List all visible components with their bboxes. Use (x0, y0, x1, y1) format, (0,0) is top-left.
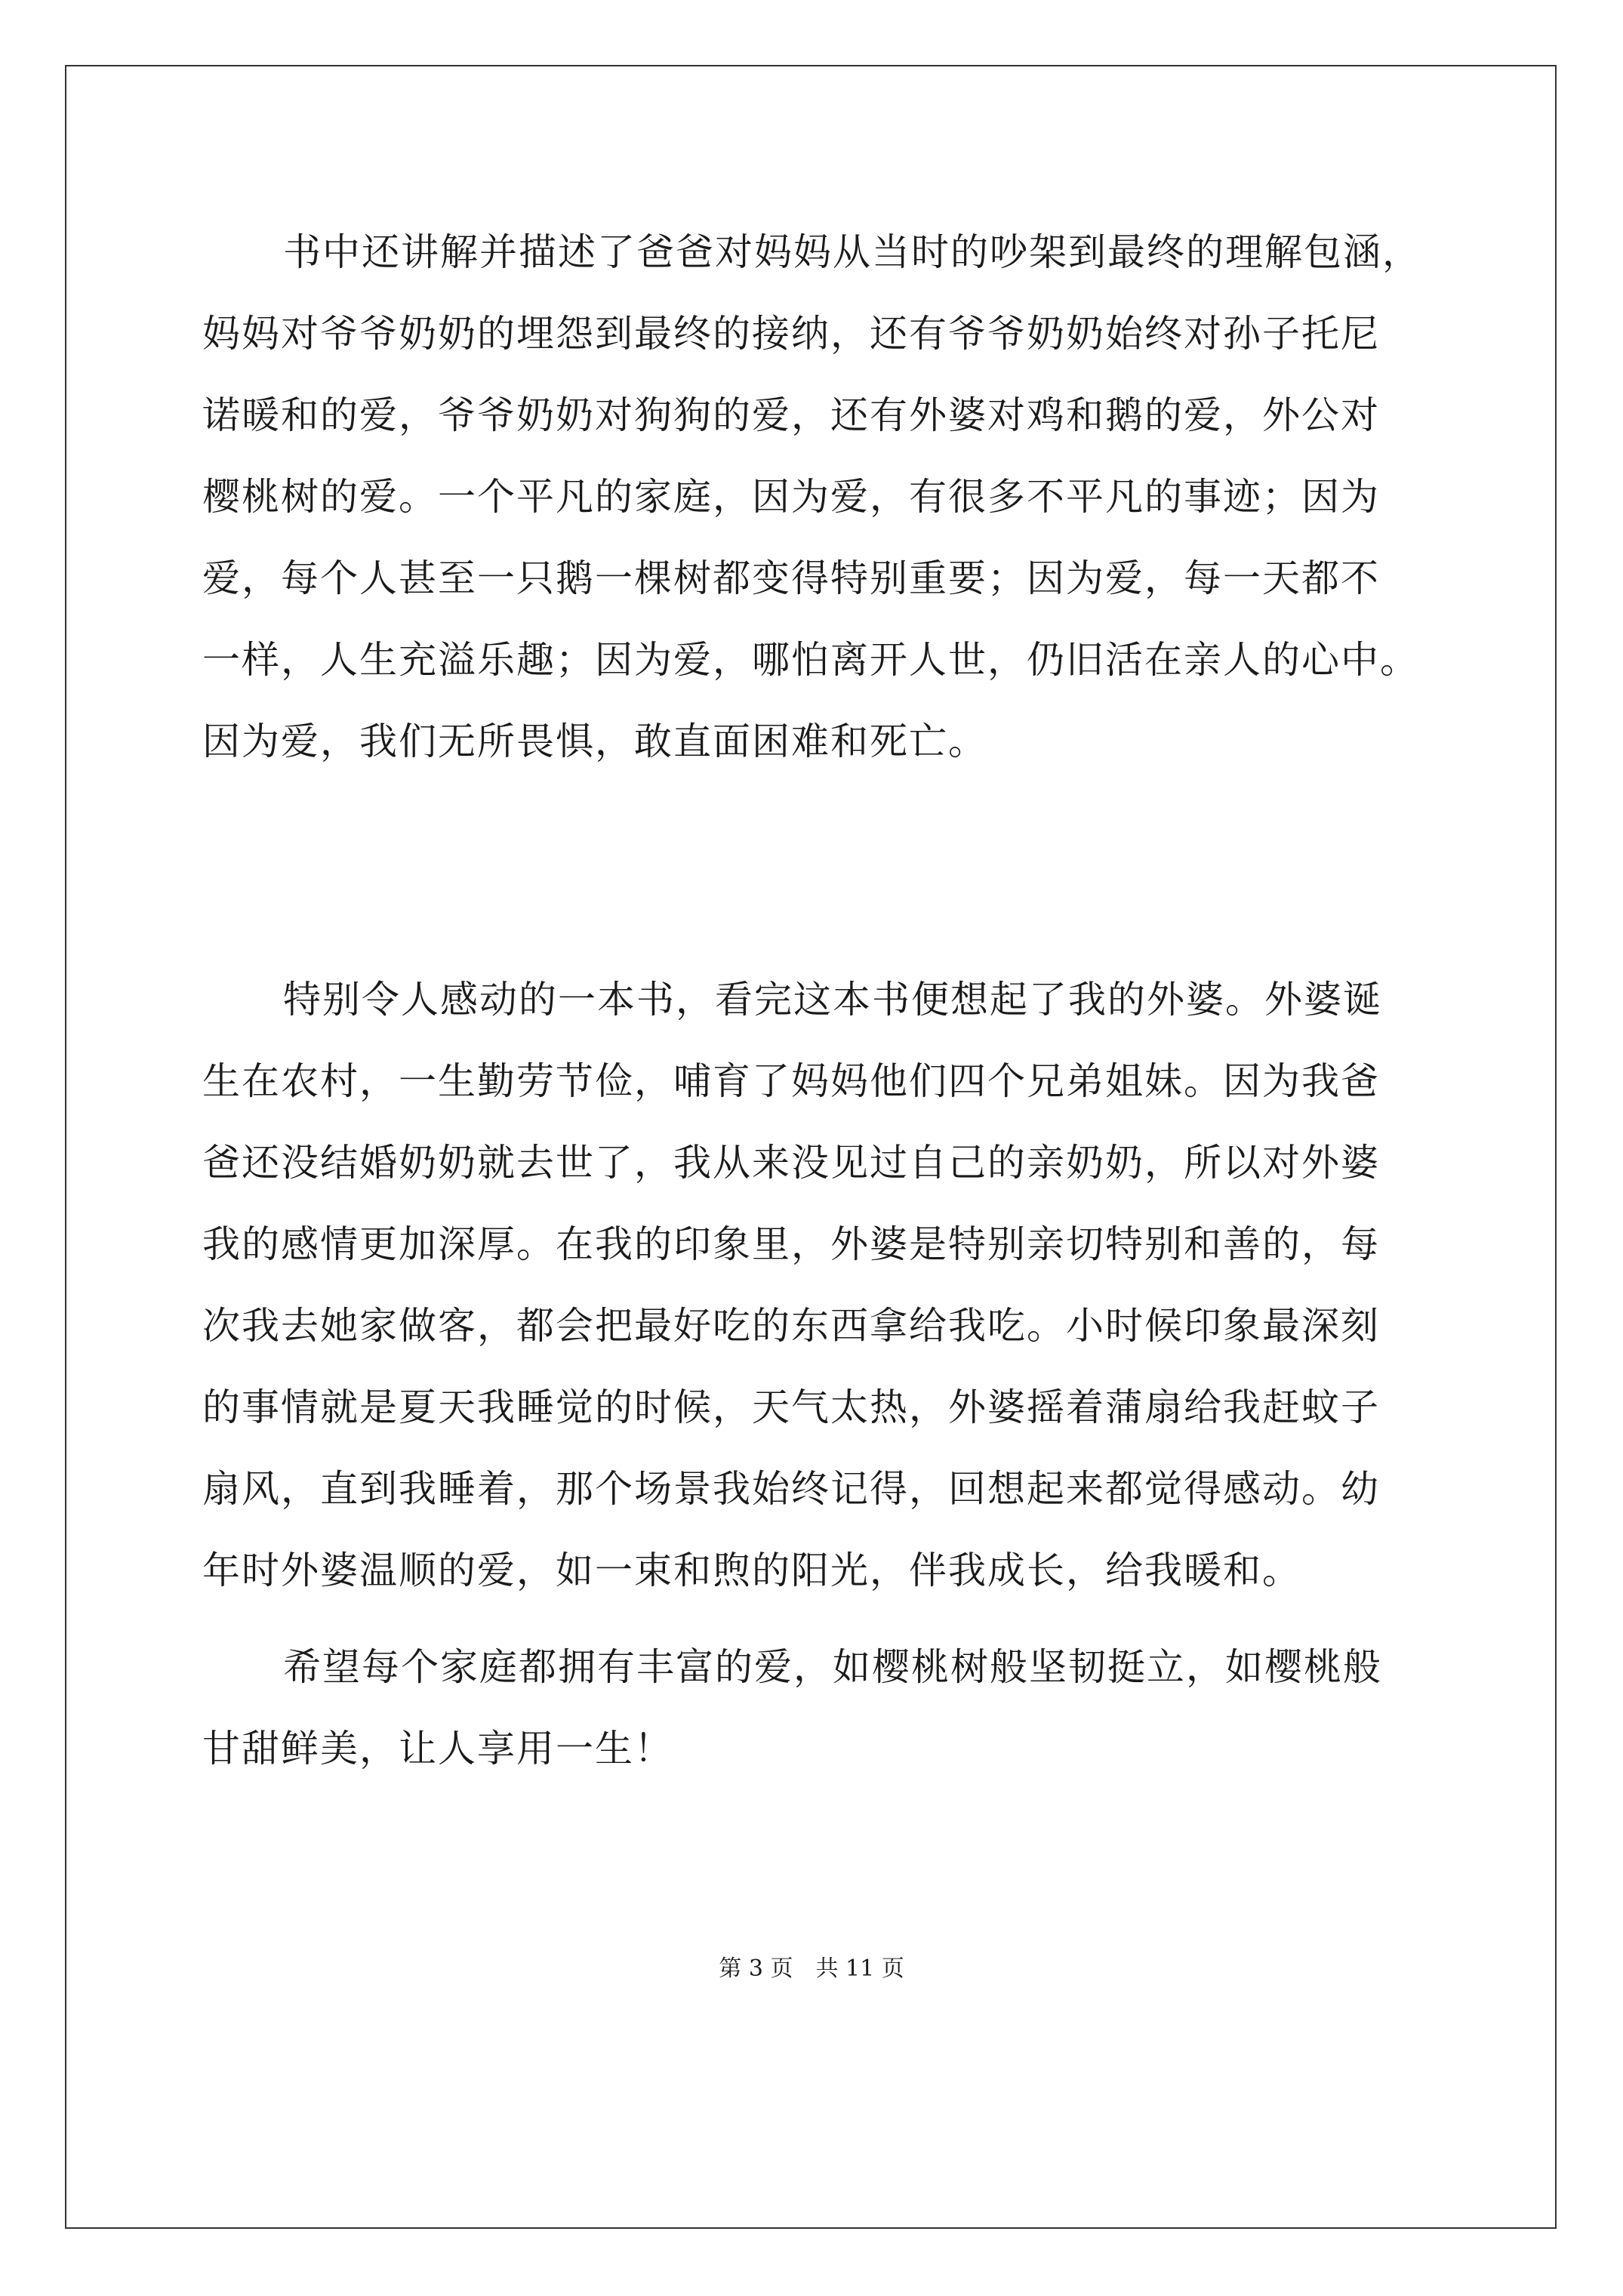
text-line: 年时外婆温顺的爱，如一束和煦的阳光，伴我成长，给我暖和。 (202, 1549, 1301, 1592)
text-line: 因为爱，我们无所畏惧，敢直面困难和死亡。 (202, 720, 987, 763)
text-line: 扇风，直到我睡着，那个场景我始终记得，回想起来都觉得感动。幼 (202, 1467, 1380, 1511)
text-line: 一样，人生充溢乐趣；因为爱，哪怕离开人世，仍旧活在亲人的心中。 (202, 638, 1419, 682)
text-line: 生在农村，一生勤劳节俭，哺育了妈妈他们四个兄弟姐妹。因为我爸 (202, 1059, 1380, 1103)
text-line: 爸还没结婚奶奶就去世了，我从来没见过自己的亲奶奶，所以对外婆 (202, 1141, 1380, 1185)
text-line: 诺暖和的爱，爷爷奶奶对狗狗的爱，还有外婆对鸡和鹅的爱，外公对 (202, 393, 1380, 437)
text-line: 甘甜鲜美，让人享用一生！ (202, 1727, 673, 1771)
text-line: 樱桃树的爱。一个平凡的家庭，因为爱，有很多不平凡的事迹；因为 (202, 475, 1380, 519)
text-line: 书中还讲解并描述了爸爸对妈妈从当时的吵架到最终的理解包涵， (283, 230, 1421, 274)
text-line: 爱，每个人甚至一只鹅一棵树都变得特别重要；因为爱，每一天都不 (202, 556, 1380, 600)
text-line: 特别令人感动的一本书，看完这本书便想起了我的外婆。外婆诞 (283, 978, 1382, 1022)
text-line: 次我去她家做客，都会把最好吃的东西拿给我吃。小时候印象最深刻 (202, 1304, 1380, 1348)
text-line: 妈妈对爷爷奶奶的埋怨到最终的接纳，还有爷爷奶奶始终对孙子托尼 (202, 312, 1380, 356)
text-line: 我的感情更加深厚。在我的印象里，外婆是特别亲切特别和善的，每 (202, 1222, 1380, 1266)
text-line: 的事情就是夏天我睡觉的时候，天气太热，外婆摇着蒲扇给我赶蚊子 (202, 1385, 1380, 1429)
text-line: 希望每个家庭都拥有丰富的爱，如樱桃树般坚韧挺立，如樱桃般 (283, 1645, 1382, 1689)
page-number-footer: 第 3 页 共 11 页 (719, 1955, 904, 1982)
